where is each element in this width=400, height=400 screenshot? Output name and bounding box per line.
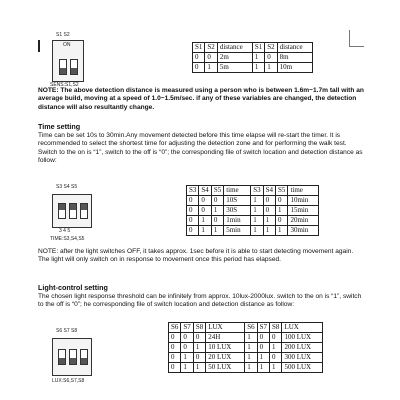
table-cell: 0	[257, 333, 269, 343]
table-cell: 0	[181, 343, 193, 353]
table-cell: 1	[251, 216, 263, 226]
header-cell: S3	[251, 186, 263, 196]
sens-switch-header: S1 S2	[56, 32, 70, 38]
table-cell: 10m	[277, 63, 312, 73]
time-switch-caption: TIME:S3,S4,S5	[50, 236, 85, 242]
table-cell: 1	[251, 196, 263, 206]
header-cell: S4	[199, 186, 211, 196]
header-cell: S2	[205, 43, 217, 53]
table-cell: 10min	[288, 196, 319, 206]
table-cell: 1	[245, 333, 257, 343]
light-control-table	[168, 322, 323, 373]
header-cell: S6	[245, 323, 257, 333]
light-control-heading: Light-control setting	[38, 283, 108, 292]
header-cell: distance	[217, 43, 252, 53]
table-cell: 0	[270, 333, 282, 343]
table-cell: 0	[276, 196, 288, 206]
table-cell: 10 LUX	[206, 343, 245, 353]
switch-slot-s4	[69, 203, 77, 219]
table-cell: 0	[199, 206, 211, 216]
time-switch-body	[52, 194, 92, 228]
sens-switch-caption: SENS:S1,S2	[50, 82, 79, 88]
table-cell: 1	[211, 206, 223, 216]
table-cell: 0	[199, 196, 211, 206]
header-cell: S1	[193, 43, 205, 53]
table-cell: 0	[169, 343, 181, 353]
sens-switch-diagram	[50, 32, 90, 90]
table-cell: 1	[193, 343, 205, 353]
table-cell: 1	[205, 63, 217, 73]
table-cell: 0	[187, 206, 199, 216]
table-cell: 1	[252, 63, 264, 73]
table-cell: 1	[265, 63, 277, 73]
table-cell: 10S	[224, 196, 251, 206]
table-cell: 1	[245, 353, 257, 363]
light-control-text: The chosen light response threshold can be infinitely from approx. 10lux-2000lux. switch to the on is “1”, switch to the off is “0”; he corresponding file of switch location and detection distance as follow:	[38, 293, 362, 309]
time-switch-numbers: 3 4 5	[59, 228, 71, 234]
time-switch-diagram	[50, 184, 110, 244]
table-cell: 0	[181, 333, 193, 343]
table-cell: 300 LUX	[282, 353, 323, 363]
header-cell: time	[288, 186, 319, 196]
time-setting-text: Time can be set 10s to 30min.Any movement detected before this time elapse will re-start the timer. It is recommended to select the shortest time for adjusting the detection zone and for performing the walk test. Switch to the on is “1”, switch to the off is “0”; the corresponding file of switch location and detection distance as follow:	[38, 132, 363, 165]
table-row	[169, 353, 323, 363]
table-cell: 0	[257, 343, 269, 353]
table-row	[187, 216, 319, 226]
header-cell: S1	[252, 43, 264, 53]
table-cell: 1min	[224, 216, 251, 226]
table-cell: 1	[276, 206, 288, 216]
sens-switch-body	[52, 40, 84, 82]
table-cell: 1	[245, 343, 257, 353]
table-row	[169, 363, 323, 373]
table-cell: 0	[193, 53, 205, 63]
table-cell: 1	[257, 363, 269, 373]
table-cell: 0	[265, 53, 277, 63]
table-cell: 1	[270, 343, 282, 353]
table-cell: 0	[205, 53, 217, 63]
switch-slot-s7	[69, 349, 77, 365]
table-cell: 0	[187, 196, 199, 206]
table-cell: 15min	[288, 206, 319, 216]
table-row	[187, 196, 319, 206]
table-cell: 1	[276, 226, 288, 236]
sens-switch-on-label: ON	[63, 42, 71, 48]
table-cell: 5m	[217, 63, 252, 73]
table-cell: 0	[193, 333, 205, 343]
table-cell: 1	[251, 226, 263, 236]
switch-slot-s6	[58, 349, 66, 365]
header-cell: S3	[187, 186, 199, 196]
header-cell: S7	[181, 323, 193, 333]
table-cell: 1	[193, 363, 205, 373]
table-cell: 1	[245, 363, 257, 373]
table-cell: 1	[181, 363, 193, 373]
table-row	[193, 63, 313, 73]
table-header-row	[193, 43, 313, 53]
table-cell: 0	[211, 196, 223, 206]
table-cell: 0	[169, 353, 181, 363]
table-cell: 100 LUX	[282, 333, 323, 343]
header-cell: S5	[211, 186, 223, 196]
table-cell: 30S	[224, 206, 251, 216]
time-setting-heading: Time setting	[38, 122, 81, 131]
table-cell: 0	[187, 226, 199, 236]
table-cell: 0	[270, 353, 282, 363]
table-cell: 50 LUX	[206, 363, 245, 373]
lux-switch-caption: LUX:S6,S7,S8	[52, 378, 85, 384]
table-cell: 0	[263, 206, 275, 216]
table-cell: 1	[199, 216, 211, 226]
table-row	[187, 226, 319, 236]
page-corner-mark-left	[38, 40, 40, 52]
table-cell: 0	[193, 63, 205, 73]
switch-slot-s8	[80, 349, 88, 365]
header-cell: S2	[265, 43, 277, 53]
sens-distance-table	[192, 42, 313, 73]
table-cell: 1	[263, 216, 275, 226]
header-cell: S8	[270, 323, 282, 333]
header-cell: S8	[193, 323, 205, 333]
table-cell: 5min	[224, 226, 251, 236]
header-cell: LUX	[206, 323, 245, 333]
page-corner-mark-right	[349, 30, 364, 47]
header-cell: distance	[277, 43, 312, 53]
table-cell: 1	[263, 226, 275, 236]
light-off-note: NOTE: after the light switches OFF, it takes approx. 1sec before it is able to start detecting movement again. The light will only switch on in response to movement once this period has elapsed.	[38, 248, 354, 264]
table-header-row	[187, 186, 319, 196]
switch-slot-s2	[70, 59, 78, 75]
table-cell: 0	[187, 216, 199, 226]
table-cell: 30min	[288, 226, 319, 236]
table-cell: 0	[276, 216, 288, 226]
header-cell: S5	[276, 186, 288, 196]
header-cell: time	[224, 186, 251, 196]
detection-distance-note: NOTE: The above detection distance is measured using a person who is between 1.6m~1.7m tall with an average build, moving at a speed of 1.0~1.5m/sec. if any of these variables are changed, the detection distance will also resultantly change.	[38, 87, 364, 111]
table-cell: 1	[252, 53, 264, 63]
table-cell: 1	[257, 353, 269, 363]
switch-slot-s3	[58, 203, 66, 219]
table-cell: 1	[270, 363, 282, 373]
table-cell: 1	[199, 226, 211, 236]
table-cell: 0	[193, 353, 205, 363]
table-cell: 20min	[288, 216, 319, 226]
header-cell: S6	[169, 323, 181, 333]
time-setting-table	[186, 185, 319, 236]
switch-slot-s1	[59, 59, 67, 75]
lux-switch-header: S6 S7 S8	[56, 328, 78, 334]
table-cell: 8m	[277, 53, 312, 63]
table-cell: 200 LUX	[282, 343, 323, 353]
lux-switch-body	[52, 338, 92, 376]
table-cell: 2m	[217, 53, 252, 63]
table-header-row	[169, 323, 323, 333]
table-row	[169, 333, 323, 343]
table-row	[169, 343, 323, 353]
table-cell: 0	[169, 333, 181, 343]
table-cell: 1	[181, 353, 193, 363]
table-row	[187, 206, 319, 216]
table-cell: 1	[251, 206, 263, 216]
header-cell: S4	[263, 186, 275, 196]
table-cell: 20 LUX	[206, 353, 245, 363]
table-cell: 0	[169, 363, 181, 373]
header-cell: S7	[257, 323, 269, 333]
header-cell: LUX	[282, 323, 323, 333]
switch-slot-s5	[80, 203, 88, 219]
table-cell: 24H	[206, 333, 245, 343]
table-cell: 500 LUX	[282, 363, 323, 373]
lux-switch-diagram	[50, 328, 110, 388]
table-cell: 1	[211, 226, 223, 236]
table-cell: 0	[263, 196, 275, 206]
time-switch-header: S3 S4 S5	[56, 184, 78, 190]
table-row	[193, 53, 313, 63]
table-cell: 0	[211, 216, 223, 226]
